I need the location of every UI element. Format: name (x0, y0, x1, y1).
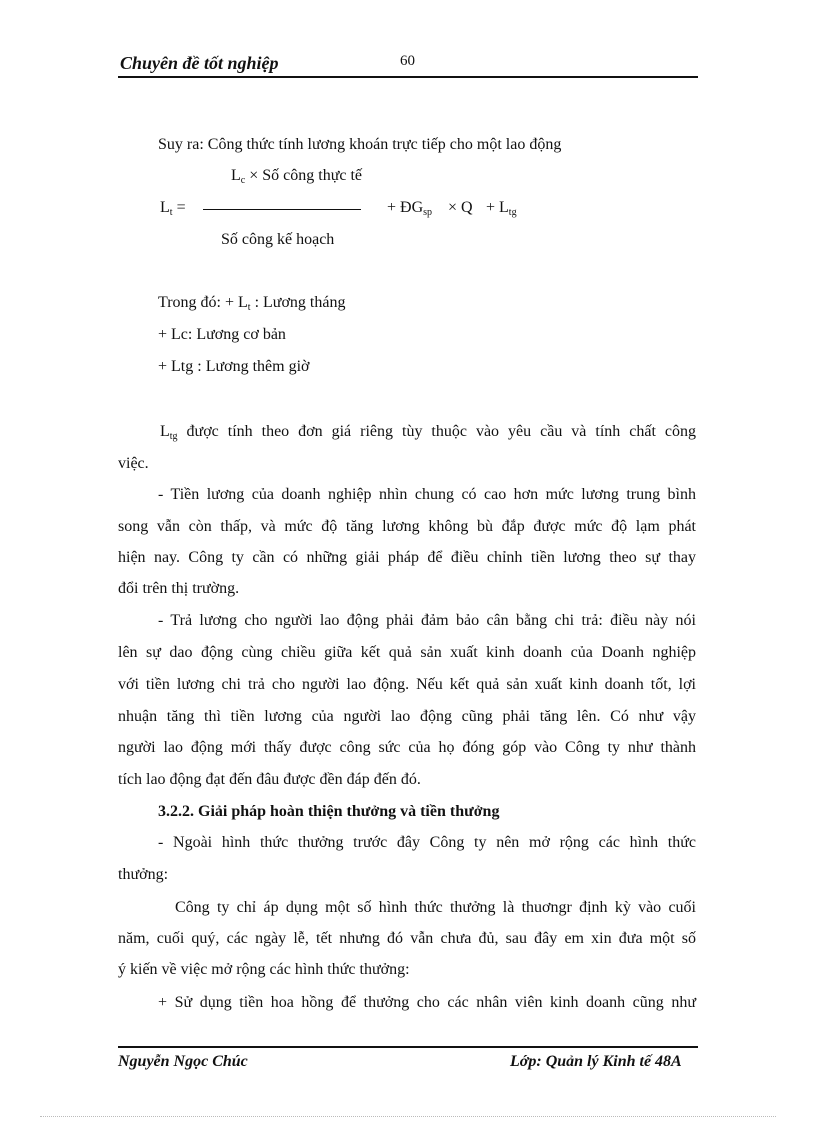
definition-lt: Trong đó: + $L_t$ : Lương tháng (158, 294, 346, 313)
paragraph-line: thưởng: (118, 866, 169, 883)
formula-denominator: Số công kế hoạch (221, 231, 335, 248)
formula-intro: Suy ra: Công thức tính lương khoán trực tiếp cho một lao động (158, 136, 562, 153)
formula-lhs: $L_t$ = (160, 199, 186, 218)
paragraph-line: năm, cuối quý, các ngày lễ, tết nhưng đó vẫn chưa đủ, sau đây em xin đưa một số (118, 930, 696, 947)
paragraph-line: - Ngoài hình thức thưởng trước đây Công ty nên mở rộng các hình thức (158, 834, 696, 851)
definition-lc: + Lc: Lương cơ bản (158, 326, 286, 343)
paragraph-line: việc. (118, 455, 149, 472)
paragraph-line: với tiền lương chi trả cho người lao động. Nếu kết quả sản xuất kinh doanh tốt, lợi (118, 676, 696, 693)
section-heading: 3.2.2. Giải pháp hoàn thiện thưởng và tiền thưởng (158, 803, 500, 820)
header-title: Chuyên đề tốt nghiệp (120, 53, 279, 73)
paragraph-line: hiện nay. Công ty cần có những giải pháp để điều chỉnh tiền lương theo sự thay (118, 549, 696, 566)
paragraph-line: song vẫn còn thấp, và mức độ tăng lương không bù đắp được mức độ lạm phát (118, 518, 696, 535)
paragraph-line: đổi trên thị trường. (118, 580, 240, 597)
paragraph-line: tích lao động đạt đến đâu được đền đáp đến đó. (118, 771, 421, 788)
paragraph-line: ý kiến về việc mở rộng các hình thức thưởng: (118, 961, 410, 978)
paragraph-line: $L_{tg}$ được tính theo đơn giá riêng tùy thuộc vào yêu cầu và tính chất công (160, 423, 696, 442)
formula-rhs-dg: + $ĐG_{sp}$ (387, 199, 433, 218)
paragraph-line: - Tiền lương của doanh nghiệp nhìn chung có cao hơn mức lương trung bình (158, 486, 696, 503)
paragraph-line: + Sử dụng tiền hoa hồng để thưởng cho các nhân viên kinh doanh cũng như (158, 994, 696, 1011)
page-number: 60 (400, 53, 415, 69)
page-edge-divider (40, 1116, 776, 1117)
paragraph-line: Công ty chỉ áp dụng một số hình thức thưởng là thuơngr định kỳ vào cuối (175, 899, 696, 916)
footer-class: Lớp: Quản lý Kinh tế 48A (510, 1053, 682, 1070)
footer-author: Nguyễn Ngọc Chúc (118, 1053, 248, 1070)
formula-numerator: $L_c$ × Số công thực tế (231, 167, 363, 186)
formula-rhs-ltg: + $L_{tg}$ (486, 199, 517, 218)
formula-rhs-q: × Q (448, 199, 473, 216)
footer-rule (118, 1046, 698, 1048)
header-rule (118, 76, 698, 78)
paragraph-line: - Trả lương cho người lao động phải đảm bảo cân bằng chi trả: điều này nói (158, 612, 696, 629)
paragraph-line: người lao động mới thấy được công sức của họ đóng góp vào Công ty như thành (118, 739, 696, 756)
paragraph-line: lên sự dao động cùng chiều giữa kết quả sản xuất kinh doanh của Doanh nghiệp (118, 644, 696, 661)
definition-ltg: + Ltg : Lương thêm giờ (158, 358, 310, 375)
fraction-bar (203, 209, 361, 210)
paragraph-line: nhuận tăng thì tiền lương của người lao động cũng phải tăng lên. Có như vậy (118, 708, 696, 725)
